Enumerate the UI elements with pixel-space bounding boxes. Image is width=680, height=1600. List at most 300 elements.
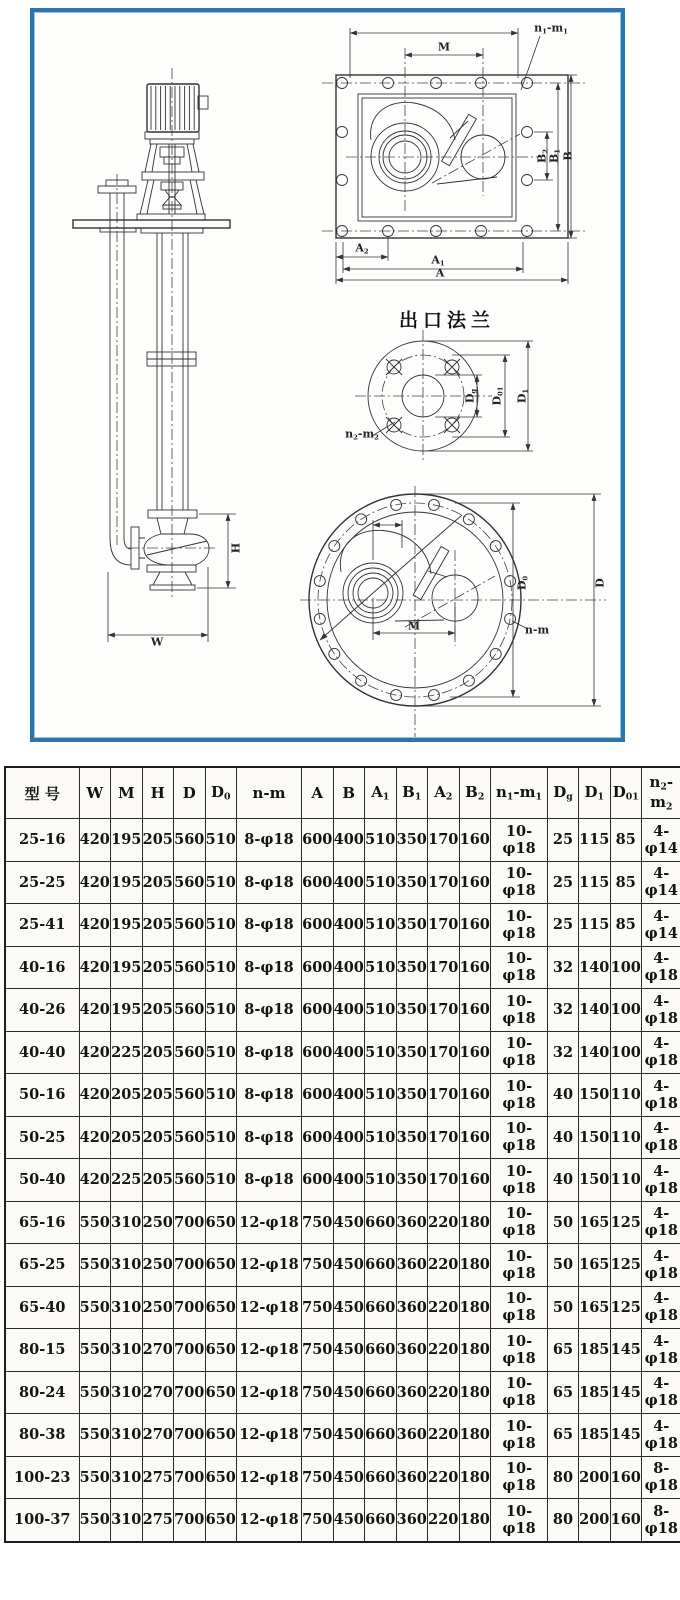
table-cell: 420 [79, 819, 111, 862]
table-cell: 660 [365, 1201, 397, 1244]
table-cell: 10-φ18 [491, 1116, 548, 1159]
table-cell: 8-φ18 [237, 989, 302, 1032]
table-cell: 180 [459, 1329, 491, 1372]
table-cell: 50 [548, 1244, 579, 1287]
table-cell: 65 [548, 1414, 579, 1457]
round-base-flange-view [300, 486, 606, 737]
table-cell: 450 [333, 1499, 365, 1542]
table-cell: 420 [79, 946, 111, 989]
table-cell: 350 [396, 1074, 428, 1117]
table-cell: 420 [79, 1074, 111, 1117]
table-cell: 450 [333, 1329, 365, 1372]
table-cell: 12-φ18 [237, 1499, 302, 1542]
table-cell: 310 [111, 1456, 143, 1499]
table-cell: 310 [111, 1414, 143, 1457]
table-cell: 225 [111, 1031, 143, 1074]
table-cell: 65-40 [5, 1286, 79, 1329]
table-cell: 275 [142, 1456, 174, 1499]
table-header-row [5, 767, 680, 819]
table-cell: 550 [79, 1329, 111, 1372]
table-cell: 650 [205, 1201, 237, 1244]
table-row [5, 1031, 680, 1074]
table-cell: 160 [610, 1456, 642, 1499]
column-header: D1 [579, 767, 611, 819]
table-cell: 510 [205, 1031, 237, 1074]
table-cell: 660 [365, 1499, 397, 1542]
table-cell: 350 [396, 904, 428, 947]
dim-label-D: D [593, 578, 607, 588]
table-cell: 10-φ18 [491, 1159, 548, 1202]
table-cell: 200 [579, 1456, 611, 1499]
table-cell: 195 [111, 904, 143, 947]
table-cell: 220 [428, 1499, 460, 1542]
table-cell: 180 [459, 1244, 491, 1287]
table-cell: 660 [365, 1456, 397, 1499]
table-cell: 180 [459, 1456, 491, 1499]
table-cell: 115 [579, 904, 611, 947]
table-cell: 4-φ18 [642, 1031, 680, 1074]
table-cell: 205 [142, 946, 174, 989]
table-cell: 150 [579, 1159, 611, 1202]
pump-elevation-view [73, 68, 236, 642]
table-cell: 510 [365, 861, 397, 904]
table-cell: 150 [579, 1074, 611, 1117]
column-header: B [333, 767, 365, 819]
table-cell: 170 [428, 819, 460, 862]
table-cell: 205 [142, 819, 174, 862]
table-cell: 510 [205, 946, 237, 989]
table-cell: 40-16 [5, 946, 79, 989]
table-cell: 115 [579, 819, 611, 862]
table-cell: 4-φ18 [642, 989, 680, 1032]
table-cell: 195 [111, 819, 143, 862]
table-cell: 400 [333, 1031, 365, 1074]
outlet-flange-view [355, 330, 533, 463]
table-cell: 360 [396, 1201, 428, 1244]
table-row [5, 819, 680, 862]
table-row [5, 861, 680, 904]
table-cell: 560 [174, 904, 206, 947]
table-cell: 550 [79, 1499, 111, 1542]
table-cell: 100 [610, 989, 642, 1032]
table-cell: 650 [205, 1329, 237, 1372]
table-cell: 205 [142, 1159, 174, 1202]
table-cell: 170 [428, 946, 460, 989]
table-cell: 8-φ18 [237, 861, 302, 904]
table-cell: 10-φ18 [491, 904, 548, 947]
table-cell: 160 [459, 946, 491, 989]
table-cell: 85 [610, 819, 642, 862]
table-cell: 250 [142, 1201, 174, 1244]
table-cell: 10-φ18 [491, 1201, 548, 1244]
table-cell: 650 [205, 1244, 237, 1287]
table-cell: 600 [302, 946, 334, 989]
table-cell: 550 [79, 1371, 111, 1414]
dim-label-B: B [561, 151, 575, 161]
table-cell: 600 [302, 861, 334, 904]
table-cell: 510 [205, 904, 237, 947]
table-cell: 750 [302, 1499, 334, 1542]
table-cell: 160 [459, 1031, 491, 1074]
table-cell: 170 [428, 1116, 460, 1159]
table-cell: 25-16 [5, 819, 79, 862]
table-cell: 4-φ14 [642, 819, 680, 862]
table-cell: 550 [79, 1244, 111, 1287]
table-row [5, 1414, 680, 1457]
table-cell: 450 [333, 1286, 365, 1329]
table-cell: 4-φ18 [642, 1371, 680, 1414]
table-cell: 350 [396, 989, 428, 1032]
table-cell: 165 [579, 1286, 611, 1329]
table-cell: 700 [174, 1201, 206, 1244]
table-cell: 205 [111, 1074, 143, 1117]
table-row [5, 1286, 680, 1329]
column-header: B1 [396, 767, 428, 819]
table-cell: 750 [302, 1201, 334, 1244]
table-cell: 360 [396, 1286, 428, 1329]
table-cell: 600 [302, 989, 334, 1032]
dim-label-M-bottom: M [407, 619, 421, 633]
table-cell: 80-38 [5, 1414, 79, 1457]
table-cell: 220 [428, 1329, 460, 1372]
table-cell: 560 [174, 1116, 206, 1159]
table-cell: 510 [365, 1031, 397, 1074]
table-cell: 10-φ18 [491, 1329, 548, 1372]
table-cell: 12-φ18 [237, 1286, 302, 1329]
table-cell: 195 [111, 861, 143, 904]
table-cell: 145 [610, 1414, 642, 1457]
table-cell: 10-φ18 [491, 1414, 548, 1457]
table-cell: 4-φ14 [642, 904, 680, 947]
table-row [5, 1201, 680, 1244]
table-cell: 32 [548, 989, 579, 1032]
column-header: D [174, 767, 206, 819]
table-cell: 420 [79, 989, 111, 1032]
table-cell: 560 [174, 946, 206, 989]
table-cell: 310 [111, 1244, 143, 1287]
table-cell: 510 [365, 946, 397, 989]
table-cell: 12-φ18 [237, 1456, 302, 1499]
table-cell: 600 [302, 904, 334, 947]
table-cell: 510 [365, 1116, 397, 1159]
table-cell: 350 [396, 1031, 428, 1074]
table-cell: 275 [142, 1499, 174, 1542]
table-cell: 650 [205, 1499, 237, 1542]
table-cell: 700 [174, 1499, 206, 1542]
table-cell: 185 [579, 1371, 611, 1414]
table-cell: 750 [302, 1286, 334, 1329]
table-cell: 4-φ18 [642, 1329, 680, 1372]
table-cell: 4-φ18 [642, 1201, 680, 1244]
table-cell: 12-φ18 [237, 1201, 302, 1244]
table-row [5, 1499, 680, 1542]
table-cell: 560 [174, 819, 206, 862]
table-cell: 360 [396, 1499, 428, 1542]
table-cell: 4-φ18 [642, 1414, 680, 1457]
table-cell: 650 [205, 1456, 237, 1499]
table-cell: 8-φ18 [237, 946, 302, 989]
table-cell: 65 [548, 1329, 579, 1372]
table-cell: 360 [396, 1414, 428, 1457]
table-cell: 10-φ18 [491, 946, 548, 989]
table-cell: 150 [579, 1116, 611, 1159]
dim-label-B1: B1 [547, 148, 562, 164]
table-cell: 8-φ18 [642, 1456, 680, 1499]
table-cell: 450 [333, 1201, 365, 1244]
table-cell: 50-25 [5, 1116, 79, 1159]
table-cell: 205 [142, 989, 174, 1032]
table-cell: 80-24 [5, 1371, 79, 1414]
table-cell: 205 [142, 1031, 174, 1074]
table-cell: 400 [333, 1074, 365, 1117]
table-cell: 8-φ18 [237, 1159, 302, 1202]
table-cell: 220 [428, 1286, 460, 1329]
table-cell: 750 [302, 1371, 334, 1414]
table-row [5, 946, 680, 989]
table-cell: 140 [579, 989, 611, 1032]
table-cell: 160 [610, 1499, 642, 1542]
table-cell: 10-φ18 [491, 819, 548, 862]
table-cell: 4-φ18 [642, 1074, 680, 1117]
table-cell: 12-φ18 [237, 1371, 302, 1414]
table-cell: 220 [428, 1456, 460, 1499]
table-cell: 560 [174, 1074, 206, 1117]
dim-label-n-m: n-m [524, 623, 550, 637]
table-cell: 180 [459, 1286, 491, 1329]
dim-label-D1: D1 [515, 388, 530, 404]
table-cell: 510 [205, 1074, 237, 1117]
table-cell: 140 [579, 946, 611, 989]
table-cell: 420 [79, 861, 111, 904]
table-cell: 165 [579, 1244, 611, 1287]
dim-label-D0: D0 [515, 575, 530, 591]
table-cell: 400 [333, 1159, 365, 1202]
table-cell: 510 [365, 1074, 397, 1117]
table-cell: 270 [142, 1371, 174, 1414]
column-header: n-m [237, 767, 302, 819]
table-cell: 50-40 [5, 1159, 79, 1202]
dim-label-A1: A1 [431, 253, 445, 268]
table-cell: 160 [459, 989, 491, 1032]
table-cell: 420 [79, 904, 111, 947]
table-cell: 350 [396, 819, 428, 862]
table-cell: 750 [302, 1244, 334, 1287]
table-cell: 170 [428, 1074, 460, 1117]
table-cell: 65-16 [5, 1201, 79, 1244]
table-cell: 220 [428, 1414, 460, 1457]
table-cell: 140 [579, 1031, 611, 1074]
table-cell: 185 [579, 1414, 611, 1457]
table-cell: 110 [610, 1116, 642, 1159]
table-cell: 450 [333, 1414, 365, 1457]
column-header: 型 号 [5, 767, 79, 819]
table-cell: 85 [610, 861, 642, 904]
column-header: H [142, 767, 174, 819]
table-cell: 32 [548, 946, 579, 989]
table-cell: 8-φ18 [642, 1499, 680, 1542]
table-cell: 180 [459, 1201, 491, 1244]
table-cell: 205 [142, 861, 174, 904]
table-cell: 510 [205, 819, 237, 862]
table-row [5, 989, 680, 1032]
table-cell: 4-φ18 [642, 1116, 680, 1159]
table-cell: 270 [142, 1414, 174, 1457]
table-cell: 400 [333, 1116, 365, 1159]
table-cell: 750 [302, 1456, 334, 1499]
table-cell: 510 [365, 819, 397, 862]
column-header: A1 [365, 767, 397, 819]
table-cell: 400 [333, 861, 365, 904]
table-cell: 10-φ18 [491, 1074, 548, 1117]
table-cell: 100 [610, 946, 642, 989]
table-cell: 660 [365, 1244, 397, 1287]
drawing-frame [30, 8, 625, 742]
table-cell: 205 [142, 1074, 174, 1117]
table-cell: 550 [79, 1456, 111, 1499]
table-cell: 10-φ18 [491, 1371, 548, 1414]
table-cell: 400 [333, 904, 365, 947]
table-cell: 205 [142, 904, 174, 947]
table-cell: 650 [205, 1371, 237, 1414]
table-cell: 50 [548, 1201, 579, 1244]
table-cell: 4-φ18 [642, 1159, 680, 1202]
table-cell: 160 [459, 861, 491, 904]
table-cell: 700 [174, 1456, 206, 1499]
table-cell: 8-φ18 [237, 819, 302, 862]
outlet-flange-title: 出口法兰 [398, 309, 496, 332]
table-cell: 360 [396, 1456, 428, 1499]
table-cell: 550 [79, 1414, 111, 1457]
table-cell: 250 [142, 1244, 174, 1287]
table-cell: 510 [365, 904, 397, 947]
table-row [5, 1074, 680, 1117]
table-cell: 180 [459, 1414, 491, 1457]
dim-label-Dg: Dg [463, 388, 478, 404]
table-cell: 8-φ18 [237, 1074, 302, 1117]
table-cell: 310 [111, 1201, 143, 1244]
table-cell: 350 [396, 1159, 428, 1202]
table-cell: 225 [111, 1159, 143, 1202]
table-row [5, 1244, 680, 1287]
table-cell: 100-37 [5, 1499, 79, 1542]
table-cell: 350 [396, 861, 428, 904]
column-header: A2 [428, 767, 460, 819]
dim-label-B2: B2 [535, 148, 550, 164]
table-cell: 115 [579, 861, 611, 904]
table-cell: 205 [111, 1116, 143, 1159]
table-cell: 80-15 [5, 1329, 79, 1372]
column-header: M [111, 767, 143, 819]
table-cell: 510 [205, 861, 237, 904]
table-cell: 360 [396, 1244, 428, 1287]
table-cell: 4-φ18 [642, 1244, 680, 1287]
table-cell: 100 [610, 1031, 642, 1074]
table-body [5, 819, 680, 1542]
table-cell: 350 [396, 946, 428, 989]
table-cell: 40-26 [5, 989, 79, 1032]
table-cell: 700 [174, 1329, 206, 1372]
table-cell: 600 [302, 1159, 334, 1202]
column-header: n2-m2 [642, 767, 680, 819]
table-cell: 145 [610, 1371, 642, 1414]
table-cell: 400 [333, 819, 365, 862]
table-cell: 550 [79, 1201, 111, 1244]
table-cell: 25-41 [5, 904, 79, 947]
table-cell: 12-φ18 [237, 1244, 302, 1287]
table-cell: 25 [548, 861, 579, 904]
table-cell: 50-16 [5, 1074, 79, 1117]
table-cell: 560 [174, 1159, 206, 1202]
table-cell: 125 [610, 1244, 642, 1287]
table-cell: 700 [174, 1414, 206, 1457]
table-cell: 32 [548, 1031, 579, 1074]
table-cell: 25 [548, 819, 579, 862]
table-cell: 360 [396, 1371, 428, 1414]
table-cell: 510 [365, 989, 397, 1032]
table-cell: 310 [111, 1329, 143, 1372]
table-cell: 310 [111, 1371, 143, 1414]
table-cell: 560 [174, 1031, 206, 1074]
table-cell: 450 [333, 1456, 365, 1499]
column-header: A [302, 767, 334, 819]
table-cell: 310 [111, 1499, 143, 1542]
table-cell: 160 [459, 819, 491, 862]
table-cell: 660 [365, 1371, 397, 1414]
dim-label-M-top: M [437, 40, 451, 54]
table-cell: 180 [459, 1371, 491, 1414]
table-cell: 40 [548, 1116, 579, 1159]
table-cell: 420 [79, 1116, 111, 1159]
table-cell: 8-φ18 [237, 904, 302, 947]
table-cell: 4-φ14 [642, 861, 680, 904]
table-cell: 65 [548, 1371, 579, 1414]
table-cell: 700 [174, 1244, 206, 1287]
table-cell: 510 [205, 1116, 237, 1159]
table-cell: 125 [610, 1286, 642, 1329]
table-cell: 220 [428, 1244, 460, 1287]
table-cell: 50 [548, 1286, 579, 1329]
table-row [5, 1116, 680, 1159]
table-cell: 420 [79, 1031, 111, 1074]
table-cell: 25 [548, 904, 579, 947]
table-cell: 250 [142, 1286, 174, 1329]
table-cell: 270 [142, 1329, 174, 1372]
table-cell: 8-φ18 [237, 1116, 302, 1159]
table-cell: 25-25 [5, 861, 79, 904]
table-cell: 600 [302, 1116, 334, 1159]
dim-label-A: A [435, 266, 445, 280]
table-cell: 600 [302, 1031, 334, 1074]
table-cell: 170 [428, 989, 460, 1032]
table-cell: 40-40 [5, 1031, 79, 1074]
dim-label-D01: D01 [490, 386, 505, 406]
table-cell: 450 [333, 1371, 365, 1414]
table-cell: 600 [302, 819, 334, 862]
table-cell: 205 [142, 1116, 174, 1159]
table-cell: 400 [333, 946, 365, 989]
table-cell: 8-φ18 [237, 1031, 302, 1074]
dim-label-n2-m2: n2-m2 [345, 427, 379, 442]
table-cell: 160 [459, 904, 491, 947]
table-cell: 700 [174, 1286, 206, 1329]
column-header: D01 [610, 767, 642, 819]
column-header: Dg [548, 767, 579, 819]
table-cell: 600 [302, 1074, 334, 1117]
table-cell: 510 [365, 1159, 397, 1202]
table-cell: 10-φ18 [491, 1456, 548, 1499]
table-cell: 310 [111, 1286, 143, 1329]
table-cell: 450 [333, 1244, 365, 1287]
